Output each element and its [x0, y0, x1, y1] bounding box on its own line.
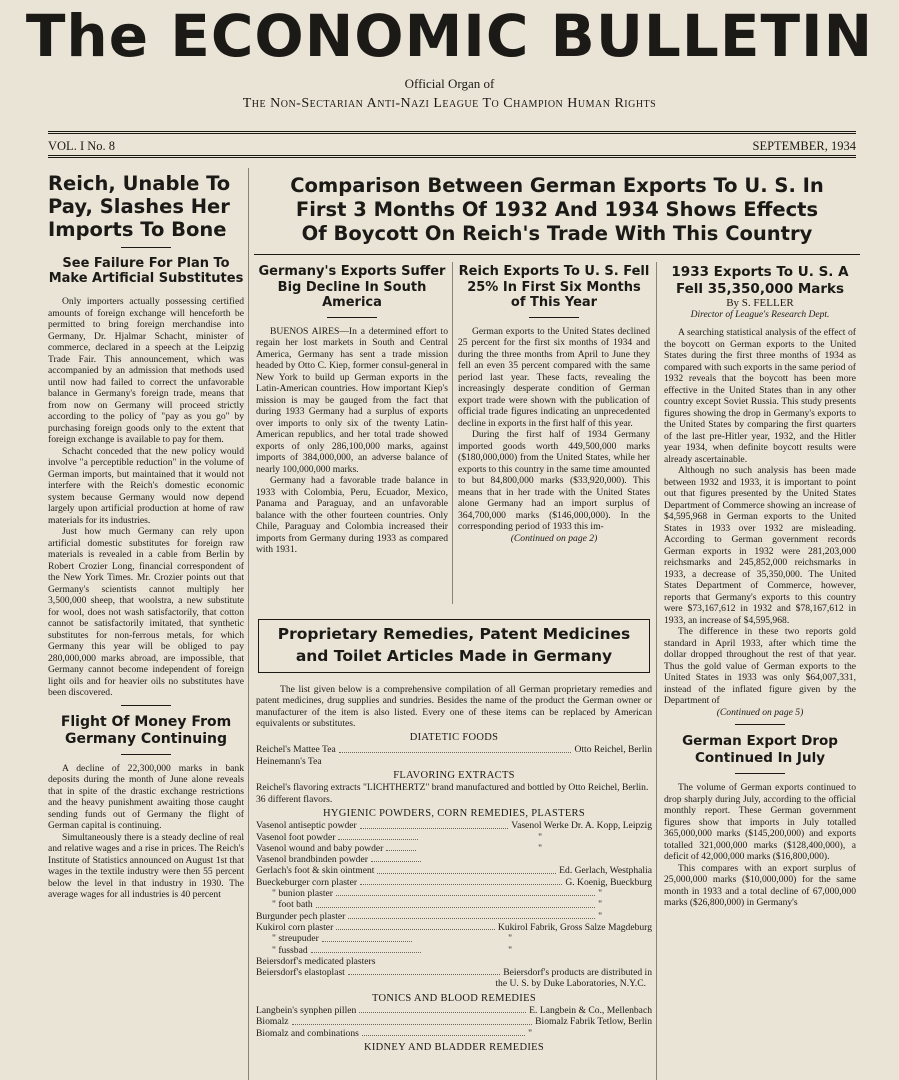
divider: [529, 317, 579, 318]
paragraph: Simultaneously there is a steady decline of real and relative wages and a rise in prices. The Reich's Institute of Statistics announced on August 1st that wages in the textile industry were then 55 percent below the level in that industry in 1930. The average wages for all industries is 40 percent: [48, 831, 244, 900]
section-flavoring-extracts: FLAVORING EXTRACTS: [393, 770, 515, 782]
list-item: Gerlach's foot & skin ointment Ed. Gerlach, Westphalia: [256, 865, 652, 877]
paragraph: Germany had a favorable trade balance in 1933 with Colombia, Peru, Ecuador, Mexico, Panama and Paraguay, and an unfavorable balance with the other fourteen countries. Only Chile, Paraguay and Colombia increased their imports from Germany during 1933 as compared with 1931.: [256, 475, 448, 555]
banner-headline: [254, 174, 860, 246]
masthead-rule-top: [48, 131, 856, 134]
box-headline-1: Proprietary Remedies, Patent Medicines: [277, 625, 631, 643]
column-4: [664, 264, 856, 909]
section-hygienic-powders: HYGIENIC POWDERS, CORN REMEDIES, PLASTERS: [323, 807, 585, 819]
banner-rule: [254, 254, 860, 255]
paragraph: The volume of German exports continued to drop sharply during July, according to the official monthly report. These German government figures show that imports in July totalled 365,000,000 marks ($145,200,000) and exports totalled 321,000,000 marks ($128,400,000), a deficit of 42,000,000 marks ($16,800,000).: [664, 782, 856, 862]
paragraph: This compares with an export surplus of 25,000,000 marks ($10,000,000) for the same month in 1933 and a total decline of 67,000,000 marks ($26,800,000) in Germany's: [664, 862, 856, 908]
section-diatetic-foods: DIATETIC FOODS: [409, 732, 499, 744]
divider: [121, 754, 171, 755]
headline-flight-of-money: Flight Of Money From Germany Continuing: [60, 713, 232, 747]
byline: By S. FELLER: [726, 297, 794, 309]
paragraph: A searching statistical analysis of the effect of the boycott on German exports to the United States during the first three months of 1934 as compared with such exports in the same period of 1932 reveals that the boycott has been more effective in the United States than in any other country except Soviet Russia. This study presents figures showing the drop in Germany's exports to the United States by comparing the first quarters of the last pre-Hitler year, 1932, and the Hitler year 1934, when definite boycott results were already ascertainable.: [664, 327, 856, 465]
list-item: Vasenol wound and baby powder ": [256, 842, 542, 854]
issue-date: SEPTEMBER, 1934: [752, 139, 856, 153]
divider: [121, 247, 171, 248]
list-intro: The list given below is a comprehensive compilation of all German proprietary remedies and patent medicines, drug supplies and sundries. Besides the name of the product the German owner or manufacturer of the item is also listed. Every one of these items can be replaced by American equivalents or substitutes.: [256, 684, 652, 729]
headline-export-drop-july: German Export Drop Continued In July: [682, 733, 838, 766]
paragraph: German exports to the United States declined 25 percent for the first six months of 1934 and during the three months from April to June they fell an even 35 percent compared with the same period last year. These facts, revealing the increasingly desperate condition of German export trade were shown with the publication of official trade figures indicating an unprecedented decline in exports in the first half of this year.: [458, 325, 650, 429]
headline-south-america: Germany's Exports Suffer Big Decline In South America: [258, 264, 446, 310]
list-item: Reichel's Mattee Tea Otto Reichel, Berlin: [256, 744, 652, 756]
list-item: Burgunder pech plaster ": [256, 910, 602, 922]
column-divider: [452, 262, 453, 604]
paragraph: A decline of 22,300,000 marks in bank deposits during the month of June alone reveals that in spite of the drastic exchange restrictions and the heavy punishment awaiting those caught sending funds out of Germany the flight of German capital is continuing.: [48, 762, 244, 831]
byline-role: Director of League's Research Dept.: [690, 309, 830, 320]
list-item: " fussbad ": [272, 944, 512, 956]
column-3: [458, 264, 650, 544]
column-1: [48, 172, 244, 901]
headline-1933-exports: 1933 Exports To U. S. A Fell 35,350,000 Marks: [671, 264, 849, 297]
banner-line-2: First 3 Months Of 1932 And 1934 Shows Effects: [295, 198, 819, 221]
list-item: " streupuder ": [272, 933, 512, 945]
list-item: Vasenol brandbinden powder: [256, 854, 652, 865]
volume-number: VOL. I No. 8: [48, 139, 116, 153]
divider: [735, 773, 785, 774]
list-item: Vasenol antiseptic powder Vasenol Werke Dr. A. Kopp, Leipzig: [256, 820, 652, 832]
subhead-see-failure: See Failure For Plan To Make Artificial Substitutes: [48, 256, 244, 286]
list-item: Heinemann's Tea: [256, 755, 322, 767]
list-item: Bueckeburger corn plaster G. Koenig, Bueckburg: [256, 876, 652, 888]
banner-line-3: Of Boycott On Reich's Trade With This Country: [301, 222, 813, 245]
remedies-list: [256, 684, 652, 1054]
masthead-rule-bottom: [48, 155, 856, 158]
list-item: Kukirol corn plaster Kukirol Fabrik, Gross Salze Magdeburg: [256, 921, 652, 933]
masthead-subtitle-1: Official Organ of: [404, 76, 495, 91]
masthead-title: The ECONOMIC BULLETIN: [25, 2, 874, 70]
headline-fell-25: Reich Exports To U. S. Fell 25% In First Six Months of This Year: [458, 264, 650, 310]
proprietary-remedies-box: [258, 619, 650, 673]
masthead-subtitle-2: The Non-Sectarian Anti-Nazi League To Champion Human Rights: [242, 96, 657, 111]
divider: [327, 317, 377, 318]
divider: [121, 705, 171, 706]
list-item: Vasenol foot powder ": [256, 831, 542, 843]
section-kidney-bladder: KIDNEY AND BLADDER REMEDIES: [363, 1041, 545, 1053]
headline-reich-unable: Reich, Unable To Pay, Slashes Her Imports To Bone: [48, 172, 231, 241]
paragraph: BUENOS AIRES—In a determined effort to regain her lost markets in South and Central America, Germany has sent a trade mission headed by Otto C. Kiep, former consul-general in New York to build up German exports in the Latin-American countries. How important Kiep's mission is may be gauged from the fact that during 1933 Germany had a surplus of exports over imports to only six of the twenty Latin-American republics, and her total trade showed exports of only 286,100,000 marks, against imports of 384,000,000, an adverse balance of nearly 100,000,000 marks.: [256, 325, 448, 475]
list-item: Langbein's synphen pillen E. Langbein & Co., Mellenbach: [256, 1005, 652, 1017]
paragraph: Only importers actually possessing certified amounts of foreign exchange will henceforth be permitted to bring foreign merchandise into Germany, Dr. Hjalmar Schacht, minister of commerce, declared in a speech at the Leipzig Trade Fair. This announcement, which was accompanied by an admission that methods used until now had failed to correct the unfavorable balance in Germany's foreign trade, means that from now on Germany will proceed strictly according to the policy of "pay as you go" by purchasing foreign goods only to the extent that foreign exchange is available to pay for them.: [48, 296, 244, 445]
paragraph: Although no such analysis has been made between 1932 and 1933, it is important to point out that figures presented by the United States Department of Commerce showing an increase of $4,595,968 in German exports to the United States in 1933 over 1932 are misleading. According to German government records German exports in 1932 were 281,203,000 reichsmarks and 245,852,000 reichsmarks in 1933, a decrease of 35,350,000. The United States Department of Commerce, however, reports that Germany's exports to this country were $73,167,612 in 1932 and $78,167,612 in 1933, an increase of $4,595,968.: [664, 465, 856, 626]
masthead: [0, 0, 899, 112]
list-item: Biomalz Biomalz Fabrik Tetlow, Berlin: [256, 1016, 652, 1028]
paragraph: Schacht conceded that the new policy would involve "a perceptible reduction" in the volume of German imports, but maintained that it would not interfere with the Reich's domestic economic system because Germany would now depend largely upon artificial production at home of raw materials for its industries.: [48, 445, 244, 526]
paragraph: Just how much Germany can rely upon artificial domestic substitutes for foreign raw materials is revealed in a cable from Berlin by Robert Crozier Long, financial correspondent of the New York Times. Mr. Crozier points out that Germany's scientists cannot multiply her 3,500,000 sheep, that woolstra, a new substitute for wool, does not wash satisfactorily, that cotton cannot be satisfactorily imitated, that synthetic substitutes for non-ferrous metals, for which Germany this year will be obliged to pay 280,000,000 marks abroad, are impossible, that Germany cannot become independent of foreign light oils and for heavier oils no substitutes have been discovered.: [48, 526, 244, 698]
banner-line-1: Comparison Between German Exports To U. S. In: [290, 174, 824, 197]
box-headline-2: and Toilet Articles Made in Germany: [295, 647, 613, 665]
list-item: Biomalz and combinations ": [256, 1027, 532, 1039]
flavoring-note: Reichel's flavoring extracts "LICHTHERTZ" brand manufactured and bottled by Otto Reichel, Berlin.: [256, 782, 649, 794]
list-item: Beiersdorf's elastoplast Beiersdorf's products are distributed in: [256, 967, 652, 979]
section-tonics: TONICS AND BLOOD REMEDIES: [372, 992, 536, 1004]
distributor-note: the U. S. by Duke Laboratories, N.Y.C.: [495, 978, 646, 990]
continued-note: (Continued on page 5): [716, 706, 804, 718]
column-divider: [656, 262, 657, 1080]
paragraph: During the first half of 1934 Germany imported goods worth 449,500,000 marks ($180,000,000) from the United States, while her exports to this country in the same time amounted to but 84,800,000 marks ($33,920,000). This means that in her trade with the United States alone Germany had an import surplus of 364,700,000 marks ($146,000,000). In the corresponding period of 1933 this im-: [458, 429, 650, 532]
column-2: [256, 264, 448, 556]
divider: [735, 724, 785, 725]
paragraph: The difference in these two reports gold standard in April 1933, after which time the dollar dropped throughout the rest of that year. Thus the gold value of German exports to the United States in 1933 was only $64,007,331, instead of the inflated figure given by the Department of: [664, 626, 856, 706]
column-divider: [248, 168, 249, 1080]
list-item: " foot bath ": [272, 899, 602, 911]
continued-note: (Continued on page 2): [510, 532, 598, 544]
list-item: " bunion plaster ": [272, 888, 602, 900]
list-item: Beiersdorf's medicated plasters: [256, 955, 376, 967]
flavoring-count: 36 different flavors.: [256, 793, 333, 805]
